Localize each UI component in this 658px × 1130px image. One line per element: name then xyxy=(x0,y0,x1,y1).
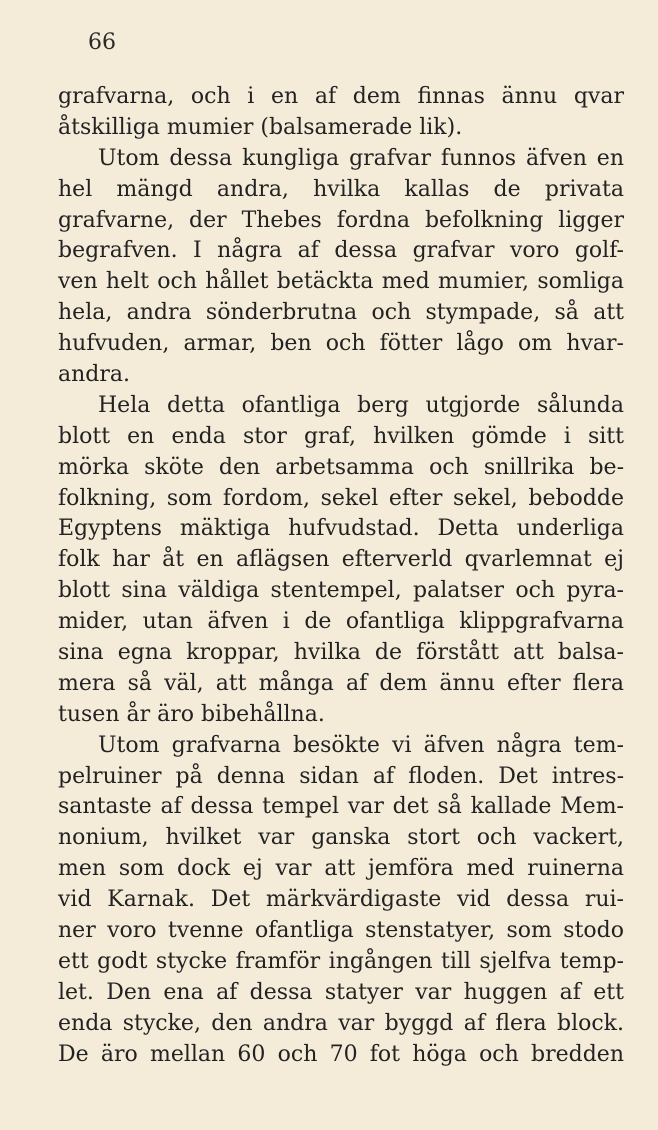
text-line: sina egna kroppar, hvilka de förstått att balsa- xyxy=(58,640,624,666)
text-line: Hela detta ofantliga berg utgjorde sålunda xyxy=(98,392,624,418)
text-line: Egyptens mäktiga hufvudstad. Detta underliga xyxy=(58,516,624,542)
text-line: ven helt och hållet betäckta med mumier, somliga xyxy=(58,269,624,295)
text-line: andra. xyxy=(58,362,130,388)
text-line: pelruiner på denna sidan af floden. Det intres- xyxy=(58,763,624,789)
text-line: begrafven. I några af dessa grafvar voro golf- xyxy=(58,238,624,264)
text-line: hel mängd andra, hvilka kallas de privata xyxy=(58,176,624,202)
text-line: blott sina väldiga stentempel, palatser och pyra- xyxy=(58,578,624,604)
text-line: mera så väl, att många af dem ännu efter flera xyxy=(58,670,624,696)
text-line: mider, utan äfven i de ofantliga klippgrafvarna xyxy=(58,609,624,635)
text-line: men som dock ej var att jemföra med ruinerna xyxy=(58,856,624,882)
text-line: Utom grafvarna besökte vi äfven några tem- xyxy=(98,732,624,758)
text-line: ett godt stycke framför ingången till sjelfva temp- xyxy=(58,948,624,974)
text-line: folkning, som fordom, sekel efter sekel, bebodde xyxy=(58,485,624,511)
text-line: folk har åt en aflägsen efterverld qvarlemnat ej xyxy=(58,547,624,573)
text-line: santaste af dessa tempel var det så kallade Mem- xyxy=(58,794,624,820)
text-line: enda stycke, den andra var byggd af flera block. xyxy=(58,1010,624,1036)
text-line: Utom dessa kungliga grafvar funnos äfven en xyxy=(98,145,624,171)
body-text xyxy=(58,82,624,1071)
page-number: 66 xyxy=(88,30,116,55)
text-line: tusen år äro bibehållna. xyxy=(58,701,325,727)
text-line: grafvarna, och i en af dem finnas ännu qvar xyxy=(58,84,624,109)
text-line: åtskilliga mumier (balsamerade lik). xyxy=(58,114,463,140)
text-line: nonium, hvilket var ganska stort och vackert, xyxy=(58,825,624,851)
text-line: let. Den ena af dessa statyer var huggen af ett xyxy=(58,979,624,1005)
text-line: De äro mellan 60 och 70 fot höga och bredden xyxy=(58,1041,624,1067)
text-line: ner voro tvenne ofantliga stenstatyer, som stodo xyxy=(58,918,624,944)
text-line: mörka sköte den arbetsamma och snillrika be- xyxy=(58,454,624,480)
text-line: hufvuden, armar, ben och fötter lågo om hvar- xyxy=(58,331,624,357)
text-line: grafvarne, der Thebes fordna befolkning ligger xyxy=(58,207,624,233)
text-line: vid Karnak. Det märkvärdigaste vid dessa rui- xyxy=(58,887,624,913)
text-line: blott en enda stor graf, hvilken gömde i sitt xyxy=(58,423,624,449)
text-line: hela, andra sönderbrutna och stympade, så att xyxy=(58,300,624,326)
